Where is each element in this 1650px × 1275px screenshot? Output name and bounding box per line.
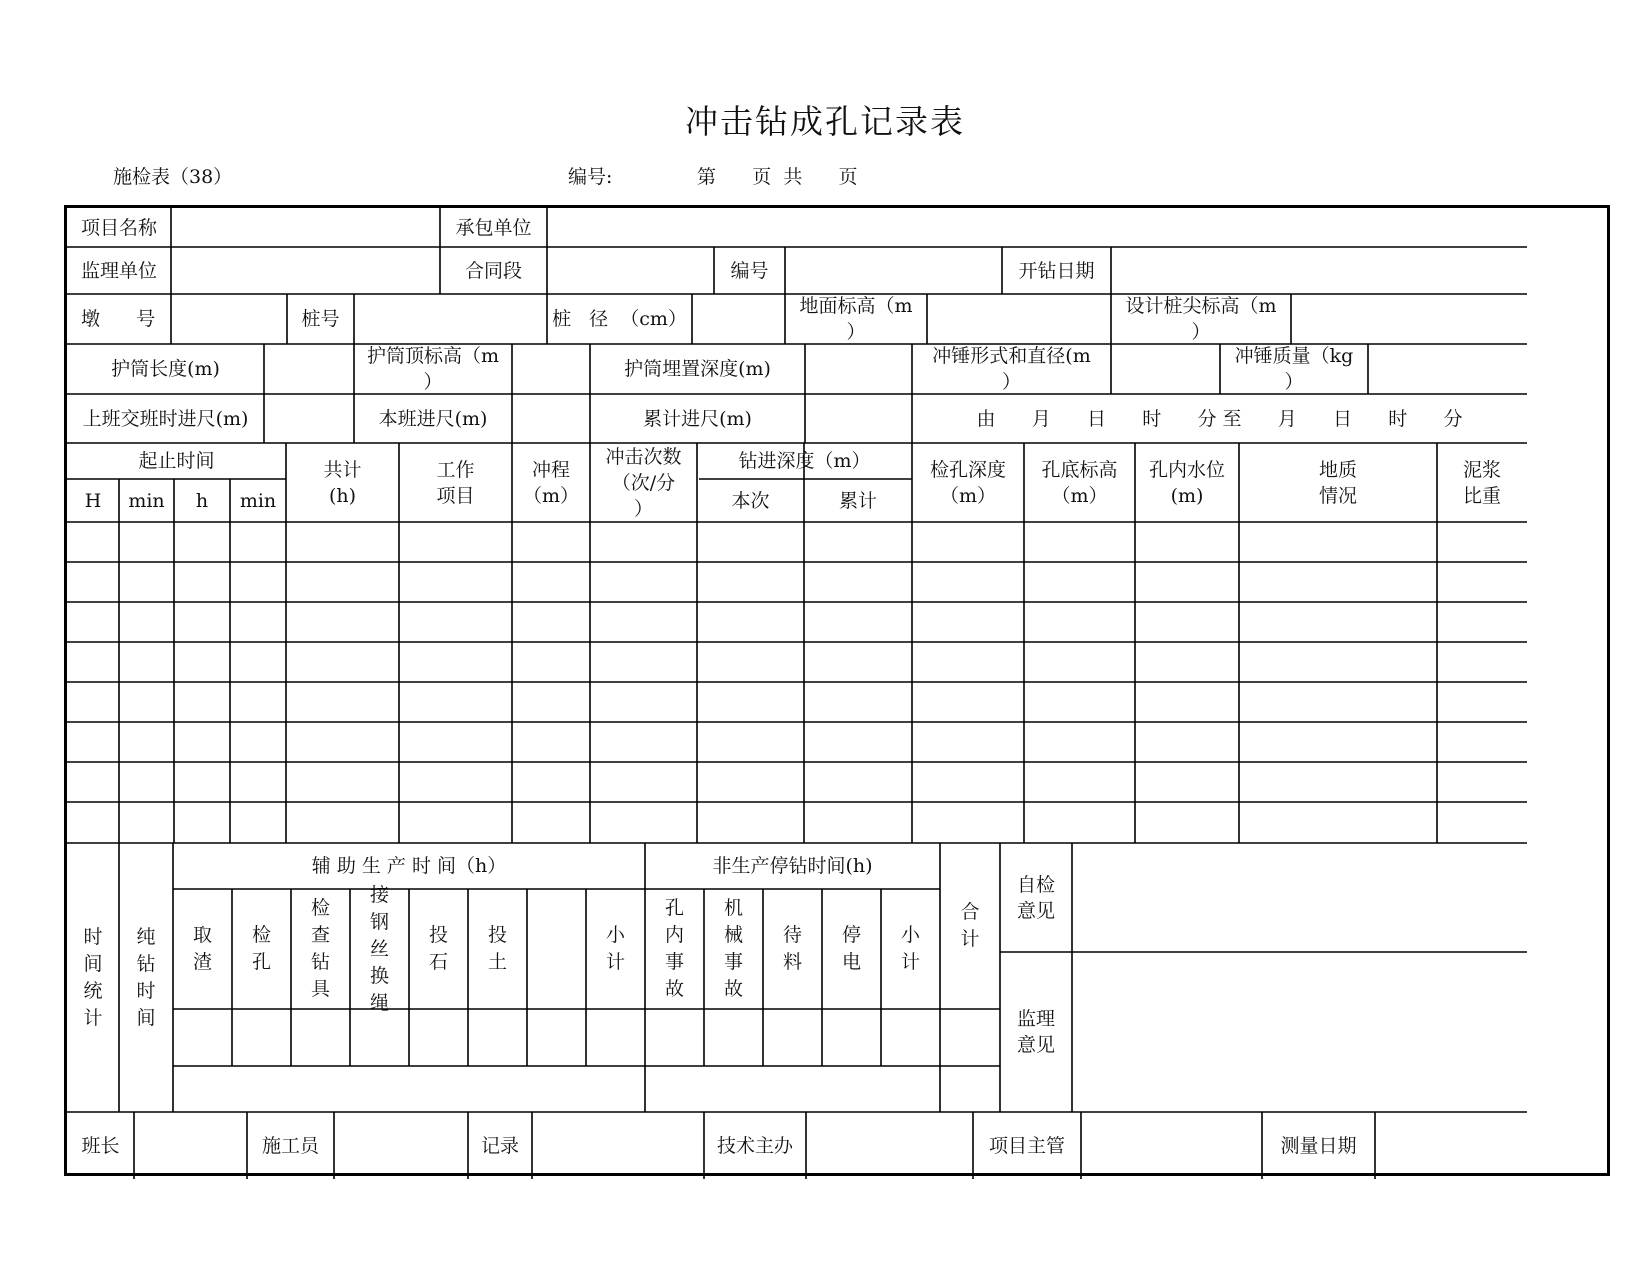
header-hour-1: H bbox=[84, 489, 102, 512]
header-accumulated: 累计 bbox=[838, 489, 877, 512]
label-waiting-material: 待 料 bbox=[782, 924, 802, 973]
label-pile-no: 桩号 bbox=[301, 308, 340, 330]
label-prev-shift-footage: 上班交班时进尺(m) bbox=[82, 407, 249, 430]
label-subtotal-nonprod: 小 计 bbox=[900, 924, 920, 973]
label-pier-no: 墩 号 bbox=[81, 308, 156, 330]
page-info: 第 页 共 页 bbox=[697, 166, 858, 188]
header-nonproductive-time: 非生产停钻时间(h) bbox=[712, 855, 873, 877]
label-casing-top-elevation: 护筒顶标高（m ） bbox=[366, 345, 500, 393]
label-start-date: 开钻日期 bbox=[1018, 259, 1095, 282]
label-check-bit: 检 查 钻 具 bbox=[310, 897, 330, 1000]
form-number: 施检表（38） bbox=[113, 166, 233, 188]
label-time-range: 由 月 日 时 分 至 月 日 时 分 bbox=[976, 407, 1463, 430]
label-supervisor: 监理单位 bbox=[81, 259, 158, 282]
label-power-outage: 停 电 bbox=[841, 924, 861, 973]
header-check-depth: 检孔深度 （m） bbox=[929, 458, 1006, 507]
label-survey-date: 测量日期 bbox=[1280, 1134, 1357, 1157]
label-ground-elevation: 地面标高（m ） bbox=[799, 295, 913, 343]
label-net-drill-time: 纯 钻 时 间 bbox=[136, 925, 156, 1029]
label-design-tip-elevation: 设计桩尖标高（m ） bbox=[1125, 295, 1277, 343]
label-hammer-mass: 冲锤质量（kg ） bbox=[1234, 345, 1354, 393]
header-stroke: 冲程 （m） bbox=[522, 458, 580, 507]
header-geology: 地质 情况 bbox=[1318, 458, 1357, 507]
header-min-2: min bbox=[239, 489, 277, 512]
label-serial-no: 编号 bbox=[730, 259, 769, 282]
label-hole-inspection: 检 孔 bbox=[251, 924, 271, 973]
label-casing-length: 护筒长度(m) bbox=[111, 358, 220, 380]
label-time-statistics: 时 间 统 计 bbox=[83, 925, 103, 1029]
label-subtotal-aux: 小 计 bbox=[605, 924, 625, 973]
label-supervision-opinion: 监理 意见 bbox=[1016, 1008, 1055, 1056]
label-casing-depth: 护筒埋置深度(m) bbox=[624, 358, 771, 380]
label-rope-change: 接 钢 丝 换 绳 bbox=[369, 883, 389, 1014]
label-project-manager: 项目主管 bbox=[988, 1134, 1065, 1157]
header-bottom-elevation: 孔底标高 （m） bbox=[1041, 458, 1118, 507]
label-grand-total: 合 计 bbox=[960, 901, 980, 950]
header-min-1: min bbox=[128, 489, 165, 512]
label-self-check-opinion: 自检 意见 bbox=[1016, 873, 1055, 922]
label-contractor: 承包单位 bbox=[455, 216, 532, 239]
header-water-level: 孔内水位 (m) bbox=[1148, 458, 1225, 507]
header-work-item: 工作 项目 bbox=[436, 458, 475, 507]
label-technical-lead: 技术主办 bbox=[716, 1134, 793, 1157]
label-hole-accident: 孔 内 事 故 bbox=[664, 897, 684, 1000]
header-blow-count: 冲击次数 （次/分 ） bbox=[605, 445, 682, 520]
page-title: 冲击钻成孔记录表 bbox=[685, 102, 965, 141]
header-hour-2: h bbox=[195, 489, 209, 512]
header-total-hours: 共计 (h) bbox=[323, 458, 362, 507]
header-slurry-density: 泥浆 比重 bbox=[1462, 458, 1501, 507]
label-recorder: 记录 bbox=[480, 1134, 519, 1157]
label-contract-section: 合同段 bbox=[464, 259, 522, 282]
table-grid bbox=[67, 208, 1613, 1179]
label-project-name: 项目名称 bbox=[81, 216, 158, 239]
label-add-stone: 投 石 bbox=[428, 924, 448, 973]
header-auxiliary-time: 辅 助 生 产 时 间（h） bbox=[311, 855, 507, 877]
label-cumulative-footage: 累计进尺(m) bbox=[643, 407, 752, 430]
label-foreman: 班长 bbox=[81, 1134, 120, 1157]
header-this-time: 本次 bbox=[731, 489, 770, 512]
serial-label: 编号: bbox=[568, 166, 613, 188]
label-hammer-type: 冲锤形式和直径(m ） bbox=[932, 345, 1091, 393]
header-start-stop-time: 起止时间 bbox=[138, 450, 215, 472]
header-drill-depth: 钻进深度（m） bbox=[738, 450, 871, 472]
record-form bbox=[64, 205, 1610, 1176]
label-construction-worker: 施工员 bbox=[261, 1134, 319, 1157]
label-pile-diameter: 桩 径 （cm） bbox=[552, 308, 687, 330]
label-add-soil: 投 土 bbox=[487, 924, 507, 973]
label-this-shift-footage: 本班进尺(m) bbox=[378, 407, 488, 430]
label-mechanical-accident: 机 械 事 故 bbox=[723, 897, 743, 1000]
label-slag-removal: 取 渣 bbox=[192, 924, 212, 973]
